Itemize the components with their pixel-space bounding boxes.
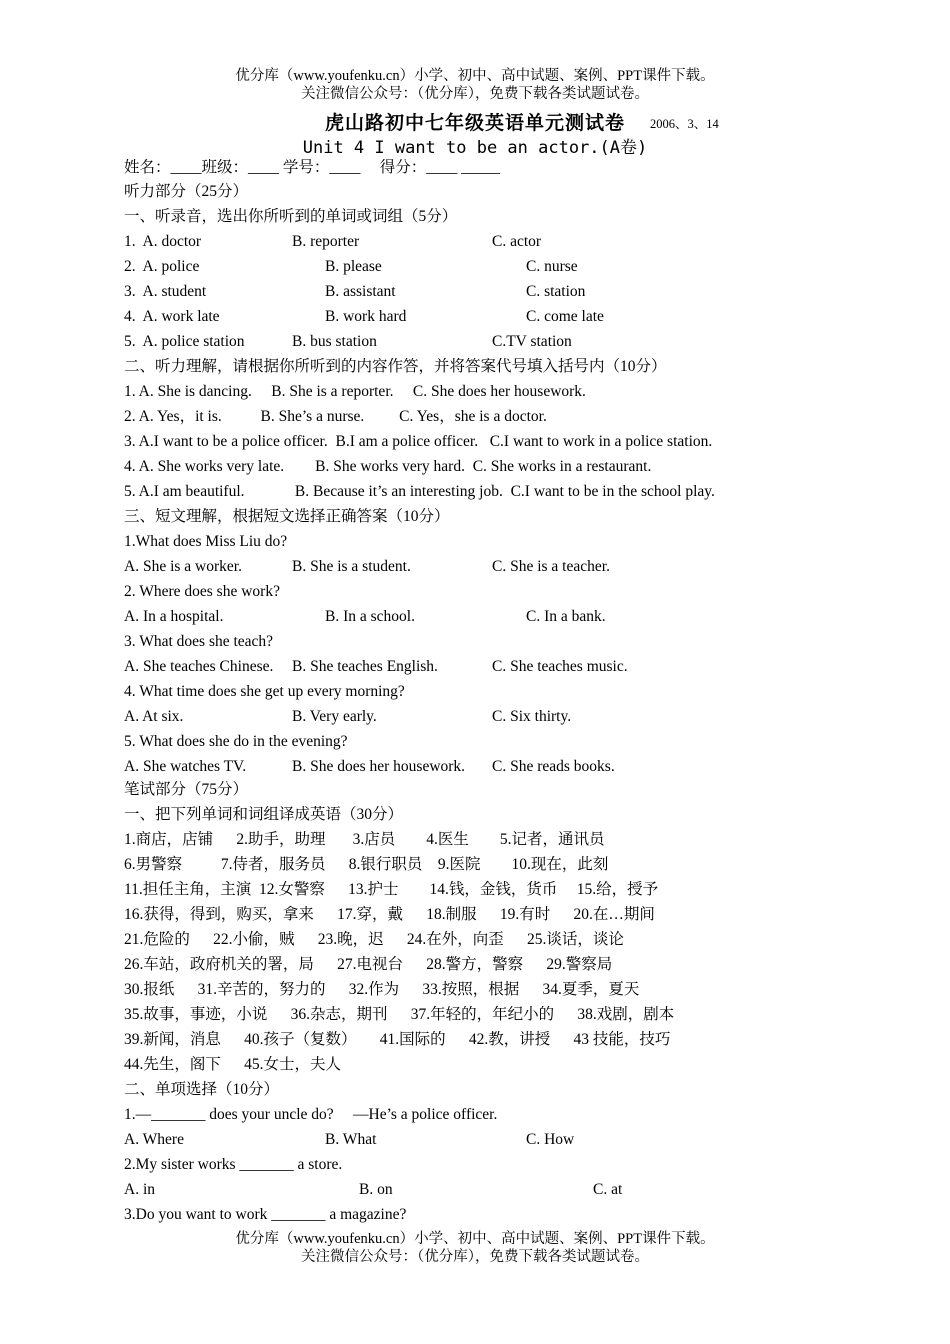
exam-date: 2006、3、14 bbox=[650, 117, 719, 131]
option-b: B. What bbox=[325, 1131, 377, 1148]
site-header-line2: 关注微信公众号：（优分库），免费下载各类试题试卷。 bbox=[301, 86, 649, 102]
unit-subtitle: Unit 4 I want to be an actor.(A卷) bbox=[302, 138, 648, 158]
question-row bbox=[124, 305, 604, 329]
question-row: 1. A. She is dancing. B. She is a reporter. C. She does her housework. bbox=[124, 383, 586, 400]
option-c: C. She reads books. bbox=[492, 758, 615, 775]
vocab-line: 6.男警察 7.侍者，服务员 8.银行职员 9.医院 10.现在，此刻 bbox=[124, 856, 609, 873]
question-text: 1.What does Miss Liu do? bbox=[124, 533, 288, 550]
option-b: B. She is a student. bbox=[292, 558, 411, 575]
page-title-block bbox=[0, 108, 950, 135]
option-c: C.TV station bbox=[492, 333, 572, 350]
vocab-line: 35.故事，事迹，小说 36.杂志，期刊 37.年轻的，年纪小的 38.戏剧，剧本 bbox=[124, 1006, 675, 1023]
question-row bbox=[124, 755, 615, 779]
option-a: A. She teaches Chinese. bbox=[124, 658, 274, 675]
page-title: 虎山路初中七年级英语单元测试卷 bbox=[324, 112, 625, 134]
question-text: 3.Do you want to work _______ a magazine? bbox=[124, 1206, 407, 1223]
option-b: B. She teaches English. bbox=[292, 658, 438, 675]
section-heading: 二、单项选择（10分） bbox=[124, 1081, 280, 1098]
site-footer-line1: 优分库（www.youfenku.cn）小学、初中、高中试题、案例、PPT课件下载。 bbox=[235, 1231, 715, 1247]
question-text: 2. Where does she work? bbox=[124, 583, 280, 600]
question-row bbox=[124, 655, 628, 679]
question-row bbox=[124, 1178, 623, 1202]
option-b: B. In a school. bbox=[325, 608, 415, 625]
option-c: C. In a bank. bbox=[526, 608, 606, 625]
question-row bbox=[124, 555, 610, 579]
vocab-line: 30.报纸 31.辛苦的，努力的 32.作为 33.按照，根据 34.夏季，夏天 bbox=[124, 981, 640, 998]
question-row bbox=[124, 1128, 575, 1152]
option-c: C. at bbox=[593, 1181, 623, 1198]
option-c: C. actor bbox=[492, 233, 542, 250]
option-b: B. She does her housework. bbox=[292, 758, 466, 775]
option-a: A. She is a worker. bbox=[124, 558, 242, 575]
option-c: C. How bbox=[526, 1131, 575, 1148]
section-heading: 二、听力理解，请根据你所听到的内容作答，并将答案代号填入括号内（10分） bbox=[124, 358, 667, 375]
section-heading: 三、短文理解，根据短文选择正确答案（10分） bbox=[124, 508, 450, 525]
question-row: 2. A. Yes，it is. B. She’s a nurse. C. Yes，she is a doctor. bbox=[124, 408, 547, 425]
option-a: 4. A. work late bbox=[124, 308, 220, 325]
option-a: 1. A. doctor bbox=[124, 233, 202, 250]
vocab-line: 21.危险的 22.小偷，贼 23.晚，迟 24.在外，向歪 25.谈话，谈论 bbox=[124, 931, 624, 948]
option-b: B. please bbox=[325, 258, 382, 275]
option-a: A. At six. bbox=[124, 708, 184, 725]
question-row: 5. A.I am beautiful. B. Because it’s an interesting job. C.I want to be in the school play. bbox=[124, 483, 715, 500]
vocab-line: 11.担任主角，主演 12.女警察 13.护士 14.钱，金钱，货币 15.给，授予 bbox=[124, 881, 659, 898]
question-row: 3. A.I want to be a police officer. B.I am a police officer. C.I want to work in a police station. bbox=[124, 433, 713, 450]
option-a: A. She watches TV. bbox=[124, 758, 247, 775]
option-a: A. Where bbox=[124, 1131, 184, 1148]
option-a: 2. A. police bbox=[124, 258, 200, 275]
option-a: 3. A. student bbox=[124, 283, 207, 300]
question-text: 3. What does she teach? bbox=[124, 633, 274, 650]
section-heading: 一、听录音，选出你所听到的单词或词组（5分） bbox=[124, 208, 458, 225]
vocab-line: 16.获得，得到，购买，拿来 17.穿，戴 18.制服 19.有时 20.在…期间 bbox=[124, 906, 655, 923]
writing-heading: 笔试部分（75分） bbox=[124, 781, 249, 798]
question-row bbox=[124, 255, 578, 279]
question-row bbox=[124, 705, 572, 729]
question-row bbox=[124, 605, 606, 629]
option-b: B. assistant bbox=[325, 283, 396, 300]
option-b: B. on bbox=[359, 1181, 393, 1198]
option-c: C. station bbox=[526, 283, 586, 300]
question-row bbox=[124, 330, 572, 354]
option-a: A. in bbox=[124, 1181, 155, 1198]
option-b: B. reporter bbox=[292, 233, 360, 250]
option-b: B. work hard bbox=[325, 308, 407, 325]
student-info-line: 姓名：____班级：____ 学号：____ 得分：____ _____ bbox=[124, 159, 500, 176]
question-row bbox=[124, 280, 586, 304]
question-text: 1.—_______ does your uncle do? —He’s a police officer. bbox=[124, 1106, 498, 1123]
option-a: 5. A. police station bbox=[124, 333, 245, 350]
option-b: B. bus station bbox=[292, 333, 377, 350]
question-row: 4. A. She works very late. B. She works very hard. C. She works in a restaurant. bbox=[124, 458, 652, 475]
vocab-line: 1.商店，店铺 2.助手，助理 3.店员 4.医生 5.记者，通讯员 bbox=[124, 831, 605, 848]
question-text: 5. What does she do in the evening? bbox=[124, 733, 348, 750]
option-c: C. She is a teacher. bbox=[492, 558, 610, 575]
option-c: C. Six thirty. bbox=[492, 708, 572, 725]
vocab-line: 44.先生，阁下 45.女士，夫人 bbox=[124, 1056, 342, 1073]
option-c: C. She teaches music. bbox=[492, 658, 628, 675]
site-footer-line2: 关注微信公众号：（优分库），免费下载各类试题试卷。 bbox=[301, 1249, 649, 1265]
option-a: A. In a hospital. bbox=[124, 608, 224, 625]
section-heading: 一、把下列单词和词组译成英语（30分） bbox=[124, 806, 404, 823]
listening-heading: 听力部分（25分） bbox=[124, 183, 249, 200]
option-c: C. come late bbox=[526, 308, 604, 325]
option-c: C. nurse bbox=[526, 258, 578, 275]
vocab-line: 26.车站，政府机关的署，局 27.电视台 28.警方，警察 29.警察局 bbox=[124, 956, 613, 973]
question-row bbox=[124, 230, 542, 254]
site-header-line1: 优分库（www.youfenku.cn）小学、初中、高中试题、案例、PPT课件下载。 bbox=[235, 68, 715, 84]
question-text: 4. What time does she get up every morning? bbox=[124, 683, 405, 700]
vocab-line: 39.新闻，消息 40.孩子（复数） 41.国际的 42.教，讲授 43 技能，技巧 bbox=[124, 1031, 671, 1048]
question-text: 2.My sister works _______ a store. bbox=[124, 1156, 343, 1173]
option-b: B. Very early. bbox=[292, 708, 377, 725]
